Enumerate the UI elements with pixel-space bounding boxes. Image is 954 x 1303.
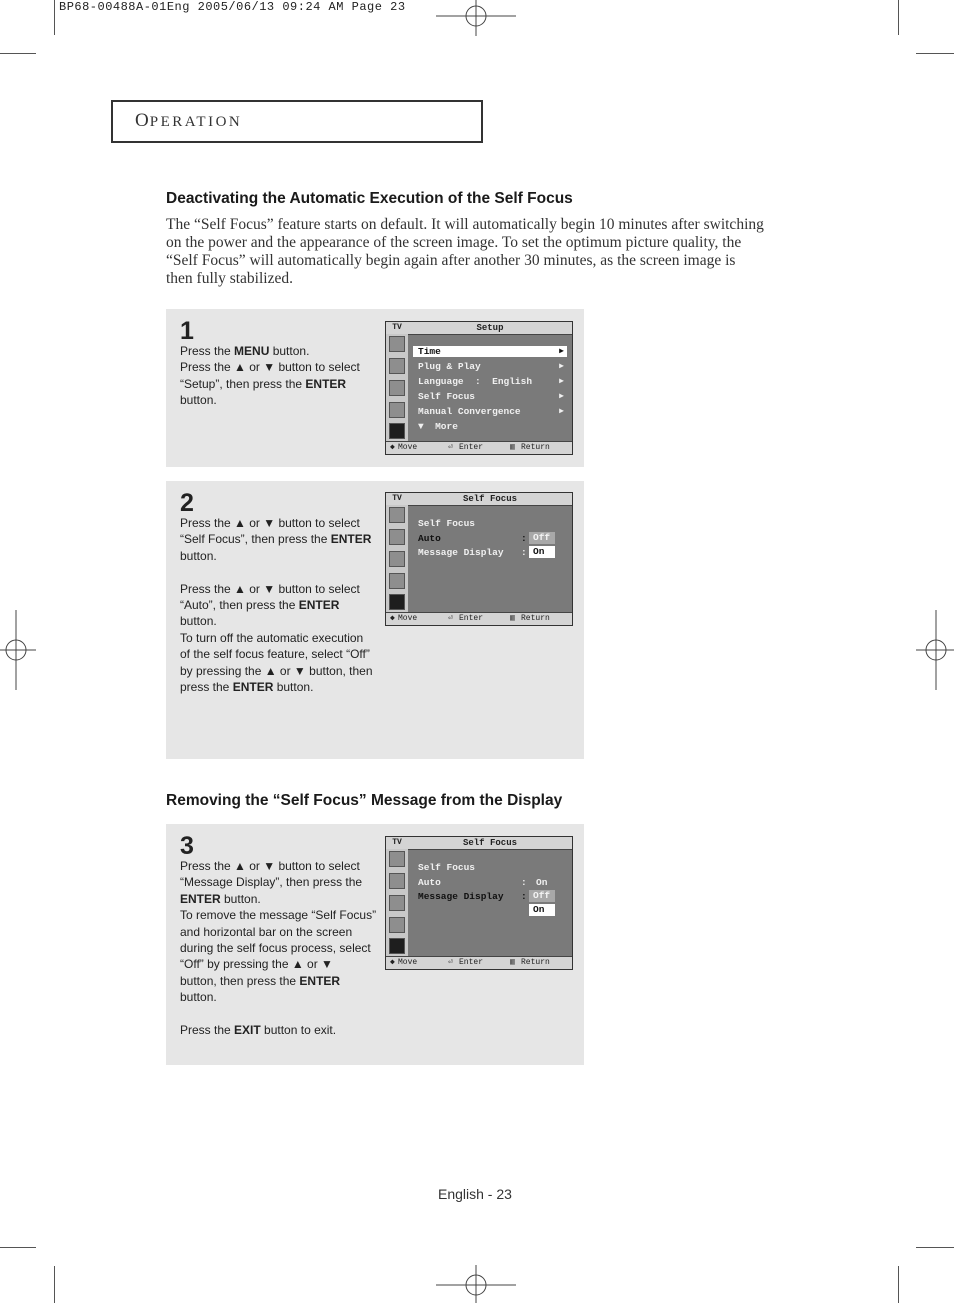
setup-icon — [389, 594, 405, 610]
option-on[interactable]: On — [529, 546, 555, 558]
return-icon: ▥ — [510, 614, 515, 623]
osd-item-language[interactable]: Language : English — [418, 376, 533, 387]
arrow-right-icon: ▶ — [559, 362, 564, 371]
setup-icon — [389, 423, 405, 439]
sound-icon — [389, 873, 405, 889]
osd-sidebar — [386, 849, 408, 957]
osd-title: Self Focus — [462, 838, 517, 848]
step-1-text: Press the MENU button. Press the ▲ or ▼ button to select “Setup”, then press the ENTER button. — [180, 344, 360, 408]
osd-item-manual-convergence[interactable]: Manual Convergence — [418, 406, 521, 417]
step-3-number: 3 — [180, 832, 194, 860]
osd-colon: : — [521, 533, 527, 544]
option-on[interactable]: On — [529, 904, 555, 916]
print-slug: BP68-00488A-01Eng 2005/06/13 09:24 AM Page 23 — [59, 0, 406, 14]
arrow-right-icon: ▶ — [559, 377, 564, 386]
osd-title: Self Focus — [462, 494, 517, 504]
speaker-icon — [389, 895, 405, 911]
registration-mark-right — [916, 610, 954, 690]
registration-mark-bottom — [436, 1265, 516, 1303]
osd-sidebar — [386, 505, 408, 613]
crop-mark — [0, 1247, 36, 1248]
arrow-right-icon: ▶ — [559, 407, 564, 416]
antenna-icon — [389, 917, 405, 933]
crop-mark — [898, 1266, 899, 1303]
registration-mark-left — [0, 610, 36, 690]
move-icon: ◆ — [390, 443, 395, 452]
osd-tv-label: TV — [386, 493, 408, 505]
osd-colon: : — [521, 891, 527, 902]
arrow-right-icon: ▶ — [559, 392, 564, 401]
setup-icon — [389, 938, 405, 954]
osd-sidebar — [386, 334, 408, 442]
osd-self-focus-heading: Self Focus — [418, 518, 476, 529]
enter-icon: ⏎ — [448, 958, 453, 967]
osd-item-auto[interactable]: Auto — [418, 533, 441, 544]
heading-deactivating: Deactivating the Automatic Execution of the Self Focus — [166, 190, 573, 207]
crop-mark — [916, 1247, 954, 1248]
osd-item-plug-play[interactable]: Plug & Play — [418, 361, 481, 372]
picture-icon — [389, 507, 405, 523]
intro-paragraph: The “Self Focus” feature starts on default. It will automatically begin 10 minutes after switching on the power and the appearance of the screen image. To set the optimum picture quality, the “Self Focus” will automatically begin again after another 30 minutes, as the screen image is then fully stabilized. — [166, 216, 764, 287]
step-1-number: 1 — [180, 317, 194, 345]
move-icon: ◆ — [390, 958, 395, 967]
option-off[interactable]: Off — [529, 890, 555, 902]
speaker-icon — [389, 380, 405, 396]
section-title: OPERATION — [135, 110, 243, 131]
crop-mark — [54, 1266, 55, 1303]
osd-self-focus-auto-screen — [385, 492, 573, 626]
osd-item-auto[interactable]: Auto — [418, 877, 441, 888]
sound-icon — [389, 358, 405, 374]
speaker-icon — [389, 551, 405, 567]
osd-tv-label: TV — [386, 837, 408, 849]
osd-colon: : — [521, 877, 527, 888]
heading-removing-message: Removing the “Self Focus” Message from the Display — [166, 792, 563, 809]
osd-tv-label: TV — [386, 322, 408, 334]
arrow-right-icon: ▶ — [559, 347, 564, 356]
osd-footer: ◆ Move ⏎ Enter ▥ Return — [386, 956, 572, 969]
osd-item-time[interactable]: Time — [413, 346, 567, 357]
enter-icon: ⏎ — [448, 443, 453, 452]
registration-mark-top — [436, 0, 516, 36]
crop-mark — [0, 53, 36, 54]
osd-self-focus-heading: Self Focus — [418, 862, 476, 873]
page-number: English - 23 — [438, 1186, 512, 1202]
osd-title: Setup — [476, 323, 504, 333]
move-icon: ◆ — [390, 614, 395, 623]
osd-colon: : — [521, 547, 527, 558]
enter-icon: ⏎ — [448, 614, 453, 623]
return-icon: ▥ — [510, 443, 515, 452]
osd-item-more[interactable]: ▼ More — [418, 421, 458, 432]
antenna-icon — [389, 573, 405, 589]
osd-item-self-focus[interactable]: Self Focus — [418, 391, 476, 402]
picture-icon — [389, 851, 405, 867]
osd-setup-screen — [385, 321, 573, 455]
osd-item-message-display[interactable]: Message Display — [418, 547, 504, 558]
step-3-text: Press the ▲ or ▼ button to select “Message Display”, then press the ENTER button. To remove the message “Self Focus” and horizontal bar on the screen during the self focus process, select “Off” by pressing the ▲ or ▼ button, then press the ENTER button. Press the EXIT button to exit. — [180, 859, 377, 1038]
sound-icon — [389, 529, 405, 545]
antenna-icon — [389, 402, 405, 418]
osd-item-message-display[interactable]: Message Display — [418, 891, 504, 902]
option-off[interactable]: Off — [529, 532, 555, 544]
osd-auto-value: On — [536, 877, 548, 888]
osd-self-focus-message-screen — [385, 836, 573, 970]
picture-icon — [389, 336, 405, 352]
osd-footer: ◆ Move ⏎ Enter ▥ Return — [386, 441, 572, 454]
osd-footer: ◆ Move ⏎ Enter ▥ Return — [386, 612, 572, 625]
step-2-text: Press the ▲ or ▼ button to select “Self Focus”, then press the ENTER button. Press the ▲ or ▼ button to select “Auto”, then press the ENTER button. To turn off the automatic execution of the self focus feature, select “Off” by pressing the ▲ or ▼ button, then press the ENTER button. — [180, 516, 373, 695]
crop-mark — [54, 0, 55, 35]
return-icon: ▥ — [510, 958, 515, 967]
crop-mark — [916, 53, 954, 54]
step-2-number: 2 — [180, 489, 194, 517]
crop-mark — [898, 0, 899, 35]
